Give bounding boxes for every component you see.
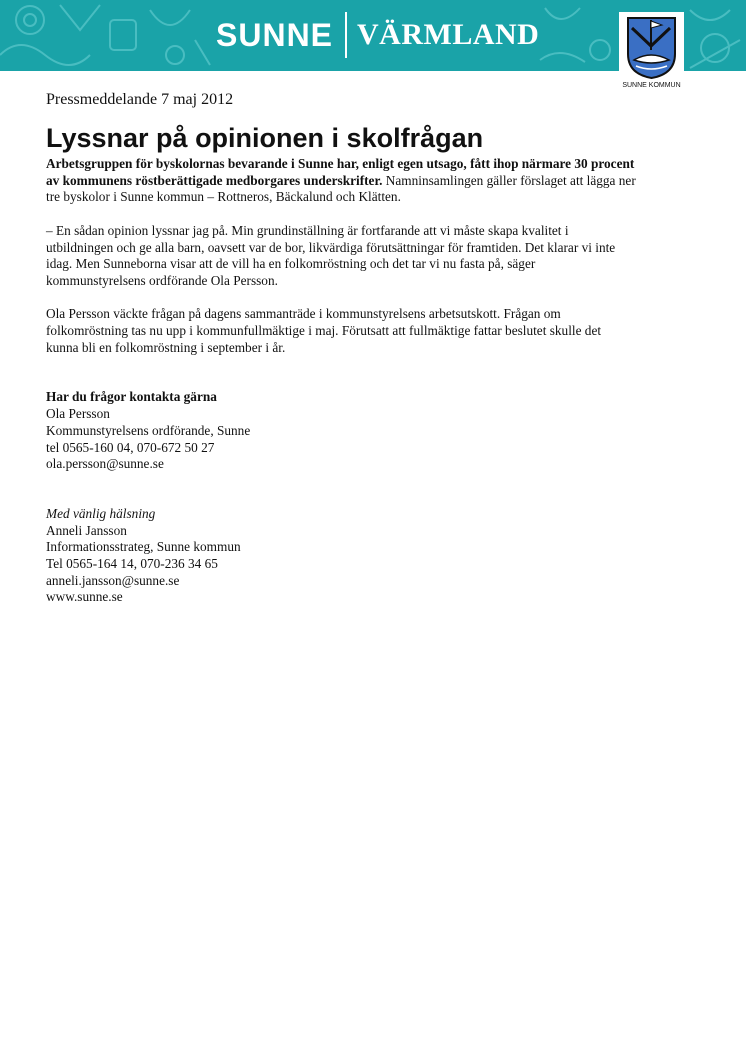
coat-of-arms-icon — [626, 16, 677, 80]
lead-paragraph — [46, 156, 636, 206]
page-title: Lyssnar på opinionen i skolfrågan — [46, 123, 484, 153]
municipality-logo — [619, 12, 684, 94]
press-release-body — [46, 90, 636, 606]
contact-phone: tel 0565-160 04, 070-672 50 27 — [46, 439, 215, 455]
body-paragraph: Ola Persson väckte frågan på dagens sammanträde i kommunstyrelsens arbetsutskott. Frågan om folkomröstning tas nu upp i kommunfullmäktige i maj. Förutsatt att fullmäktige fattar beslutet skulle det kunna bli en folkomröstning i september i år. — [46, 306, 602, 355]
contact-block — [46, 389, 636, 473]
contact-name: Ola Persson — [46, 406, 110, 422]
signoff-website[interactable]: www.sunne.se — [46, 589, 123, 605]
signoff-role: Informationsstrateg, Sunne kommun — [46, 539, 241, 555]
brand-name-varmland: VÄRMLAND — [357, 18, 540, 51]
signoff-name: Anneli Jansson — [46, 522, 127, 538]
signoff-phone: Tel 0565-164 14, 070-236 34 65 — [46, 556, 218, 572]
contact-email[interactable]: ola.persson@sunne.se — [46, 456, 164, 472]
lead-rest-text: Namninsamlingen gäller förslaget att lägga ner tre byskolor i Sunne kommun – Rottneros, Bäckalund och Klätten. — [46, 172, 636, 205]
contact-role: Kommunstyrelsens ordförande, Sunne — [46, 422, 251, 438]
quote-paragraph: – En sådan opinion lyssnar jag på. Min grundinställning är fortfarande att vi måste skapa kvalitet i utbildningen och ge alla barn, oavsett var de bor, likvärdiga förutsättningar för framtiden. Det klarar vi inte idag. Men Sunneborna visar att de vill ha en folkomröstning och det tar vi nu fasta på, säger kommunstyrelsens ordförande Ola Persson. — [46, 222, 616, 288]
brand-wordmark — [216, 12, 539, 58]
dateline: Pressmeddelande 7 maj 2012 — [46, 91, 234, 108]
brand-divider — [345, 12, 347, 58]
signoff-block — [46, 506, 636, 606]
signoff-email[interactable]: anneli.jansson@sunne.se — [46, 572, 180, 588]
lead-bold-text: Arbetsgruppen för byskolornas bevarande i Sunne har, enligt egen utsago, fått ihop närmare 30 procent av kommunens röstberättigade medborgares underskrifter. — [46, 156, 635, 188]
contact-heading: Har du frågor kontakta gärna — [46, 389, 217, 405]
signoff-greeting: Med vänlig hälsning — [46, 505, 156, 521]
logo-caption: SUNNE KOMMUN — [622, 82, 681, 89]
brand-name-sunne: SUNNE — [216, 16, 334, 53]
